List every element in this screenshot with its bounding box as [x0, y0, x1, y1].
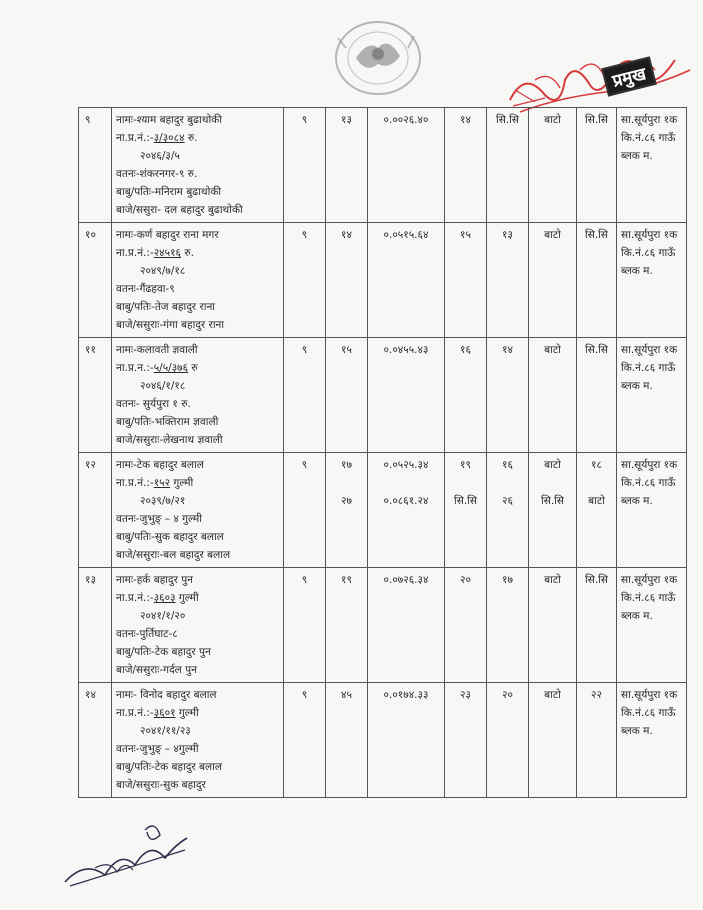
owner-details-cell [112, 568, 284, 683]
grandfather-name: बाजे/ससुराः-गंगा बहादुर राना [116, 319, 225, 331]
father-name: बाबु/पतिः-टेक बहादुर बलाल [116, 761, 222, 773]
boundary-north: बाटो [544, 459, 561, 471]
table-row [79, 568, 687, 683]
boundary-north-cell [529, 338, 577, 453]
owner-details-cell [112, 453, 284, 568]
boundary-south-cell [577, 453, 617, 568]
location-cell [617, 223, 687, 338]
boundary-north: बाटो [544, 344, 561, 356]
serial-number: ९ [85, 114, 91, 126]
citizenship-date: २०४१/१/२० [140, 610, 186, 622]
grandfather-name: बाजे/ससुराः-गर्दल पुन [116, 664, 197, 676]
residence: वतनः-जुभुङ् – ४गुल्मी [116, 743, 199, 755]
boundary-west: १४ [502, 344, 513, 356]
citizenship-district: रु [188, 362, 198, 374]
citizenship-prefix: ना.प्र.नं.:- [116, 592, 154, 604]
kitta-number: १९ [341, 574, 352, 586]
boundary-west: सि.सि [496, 114, 519, 126]
owner-name: नामः-कलावती ज्ञवाली [116, 344, 198, 356]
location-line-2: कि.नं.८६ गाऊँ [621, 132, 676, 144]
serial-number-cell [79, 338, 112, 453]
boundary-south-cell [577, 683, 617, 798]
location-line-1: सा.सूर्यपुरा १क [621, 344, 678, 356]
grandfather-name: बाजे/ससुरा- दल बहादुर बुढाथोकी [116, 204, 243, 216]
citizenship-prefix: ना.प्र.नं.:- [116, 707, 154, 719]
boundary-south-cell [577, 568, 617, 683]
table-row [79, 108, 687, 223]
location-line-2: कि.नं.८६ गाऊँ [621, 477, 676, 489]
citizenship-prefix: ना.प्र.नं.:- [116, 477, 154, 489]
citizenship-line [116, 129, 279, 147]
location-cell [617, 453, 687, 568]
boundary-north: बाटो [544, 114, 561, 126]
grandfather-name: बाजे/ससुराः-सुक बहादुर [116, 779, 206, 791]
boundary-south-cell [577, 108, 617, 223]
boundary-east: २० [460, 574, 471, 586]
ward-number: ९ [301, 344, 308, 356]
kitta-number: १५ [341, 344, 352, 356]
citizenship-district: गुल्मी [170, 477, 194, 489]
boundary-east-cell [445, 338, 487, 453]
owner-name: नामः-कर्ण बहादुर राना मगर [116, 229, 219, 241]
boundary-west: १७ [502, 574, 513, 586]
serial-number: १३ [85, 574, 96, 586]
father-name: बाबु/पतिः-भक्तिराम ज्ञवाली [116, 416, 219, 428]
boundary-south: सि.सि [585, 344, 608, 356]
land-record-table [78, 107, 687, 798]
serial-number-cell [79, 108, 112, 223]
location-line-2: कि.नं.८६ गाऊँ [621, 592, 676, 604]
kitta-number-cell [326, 683, 368, 798]
kitta-number-cell [326, 453, 368, 568]
signature-bottom-icon [55, 820, 195, 890]
boundary-north: सि.सि [541, 495, 564, 507]
boundary-north-cell [529, 223, 577, 338]
location-line-3: ब्लक म. [621, 265, 653, 277]
serial-number: १२ [85, 459, 96, 471]
area-value: ०.०५२५.३४ [383, 459, 429, 471]
boundary-north-cell [529, 568, 577, 683]
citizenship-date: २०४१/११/२३ [140, 725, 191, 737]
boundary-west: २० [502, 689, 513, 701]
boundary-south: बाटो [588, 495, 605, 507]
kitta-number: १७ [341, 459, 352, 471]
boundary-south: सि.सि [585, 229, 608, 241]
serial-number: ११ [85, 344, 96, 356]
citizenship-prefix: ना.प्र.नं.:- [116, 247, 154, 259]
ward-cell [284, 108, 326, 223]
boundary-east-cell [445, 568, 487, 683]
residence: वतनः- सुर्यपुरा १ रु. [116, 398, 191, 410]
boundary-south-cell [577, 223, 617, 338]
table-body [79, 108, 687, 798]
citizenship-date: २०४९/७/१८ [140, 265, 186, 277]
boundary-north-cell [529, 683, 577, 798]
area-value-cell [368, 108, 445, 223]
boundary-east-cell [445, 453, 487, 568]
serial-number-cell [79, 568, 112, 683]
location-line-2: कि.नं.८६ गाऊँ [621, 247, 676, 259]
table-row [79, 338, 687, 453]
location-line-3: ब्लक म. [621, 150, 653, 162]
area-value: ०.००२६.४० [383, 114, 429, 126]
area-value-cell [368, 568, 445, 683]
citizenship-number: ३६०३ [153, 592, 176, 604]
office-seal-icon [318, 18, 438, 104]
location-line-2: कि.नं.८६ गाऊँ [621, 362, 676, 374]
citizenship-line [116, 589, 279, 607]
boundary-east: २३ [460, 689, 471, 701]
boundary-west-cell [487, 568, 529, 683]
location-line-2: कि.नं.८६ गाऊँ [621, 707, 676, 719]
boundary-west-cell [487, 683, 529, 798]
father-name: बाबु/पतिः-टेक बहादुर पुन [116, 646, 211, 658]
boundary-north: बाटो [544, 229, 561, 241]
serial-number: १४ [85, 689, 96, 701]
area-value-cell [368, 338, 445, 453]
boundary-south: १८ [591, 459, 602, 471]
location-line-1: सा.सूर्यपुरा १क [621, 574, 678, 586]
owner-details-cell [112, 223, 284, 338]
boundary-north-cell [529, 108, 577, 223]
boundary-north: बाटो [544, 689, 561, 701]
kitta-number: १३ [341, 114, 352, 126]
boundary-east: १९ [460, 459, 471, 471]
citizenship-number: ३६०१ [153, 707, 176, 719]
boundary-east: १४ [460, 114, 471, 126]
kitta-number-cell [326, 338, 368, 453]
citizenship-number: ५/५/३७६ [153, 362, 189, 374]
boundary-south: सि.सि [585, 114, 608, 126]
grandfather-name: बाजे/ससुराः-बल बहादुर बलाल [116, 549, 231, 561]
area-value-cell [368, 223, 445, 338]
owner-name: नामः-हर्क बहादुर पुन [116, 574, 194, 586]
father-name: बाबु/पतिः-तेज बहादुर राना [116, 301, 215, 313]
citizenship-prefix: ना.प्र.न.:- [116, 362, 154, 374]
area-value: ०.०४५५.४३ [383, 344, 429, 356]
location-cell [617, 108, 687, 223]
owner-details-cell [112, 338, 284, 453]
citizenship-line [116, 474, 279, 492]
residence: वतनः-जुभुङ् – ४ गुल्मी [116, 513, 202, 525]
boundary-north-cell [529, 453, 577, 568]
kitta-number: २७ [341, 495, 352, 507]
serial-number-cell [79, 453, 112, 568]
kitta-number-cell [326, 223, 368, 338]
citizenship-district: गुल्मी [175, 592, 199, 604]
citizenship-district: रु. [184, 132, 198, 144]
ward-number: ९ [301, 459, 308, 471]
boundary-east-cell [445, 223, 487, 338]
boundary-west: १६ [502, 459, 513, 471]
kitta-number: ४५ [341, 689, 352, 701]
serial-number: १० [85, 229, 96, 241]
citizenship-number: २४५१६ [153, 247, 182, 259]
citizenship-district: रु. [181, 247, 194, 259]
area-value: ०.०८६१.२४ [383, 495, 429, 507]
grandfather-name: बाजे/ससुराः-लेखनाथ ज्ञवाली [116, 434, 223, 446]
area-value: ०.०७२६.३४ [383, 574, 429, 586]
ward-number: ९ [301, 114, 308, 126]
boundary-east-cell [445, 683, 487, 798]
citizenship-number: १५२ [153, 477, 171, 489]
father-name: बाबु/पतिः-सुक बहादुर बलाल [116, 531, 224, 543]
table-row [79, 453, 687, 568]
boundary-east: १६ [460, 344, 471, 356]
location-line-1: सा.सूर्यपुरा १क [621, 459, 678, 471]
location-line-1: सा.सूर्यपुरा १क [621, 689, 678, 701]
location-cell [617, 568, 687, 683]
area-value-cell [368, 453, 445, 568]
ward-number: ९ [301, 574, 308, 586]
owner-details-cell [112, 108, 284, 223]
citizenship-date: २०३९/७/२१ [140, 495, 186, 507]
citizenship-line [116, 244, 279, 262]
citizenship-district: गुल्मी [175, 707, 199, 719]
owner-name: नामः-श्याम बहादुर बुढाथोकी [116, 114, 222, 126]
table-row [79, 223, 687, 338]
area-value-cell [368, 683, 445, 798]
boundary-south: सि.सि [585, 574, 608, 586]
citizenship-line [116, 359, 279, 377]
boundary-east: सि.सि [454, 495, 477, 507]
location-line-3: ब्लक म. [621, 495, 653, 507]
boundary-west-cell [487, 338, 529, 453]
area-value: ०.०१७४.३३ [383, 689, 429, 701]
father-name: बाबु/पतिः-मनिराम बुढाथोकी [116, 186, 222, 198]
serial-number-cell [79, 683, 112, 798]
boundary-south-cell [577, 338, 617, 453]
ward-cell [284, 223, 326, 338]
kitta-number-cell [326, 108, 368, 223]
citizenship-line [116, 704, 279, 722]
citizenship-date: २०४६/३/५ [140, 150, 180, 162]
ward-cell [284, 338, 326, 453]
owner-name: नामः-टेक बहादुर बलाल [116, 459, 204, 471]
location-line-3: ब्लक म. [621, 725, 653, 737]
owner-name: नामः- विनोद बहादुर बलाल [116, 689, 217, 701]
location-cell [617, 683, 687, 798]
ward-cell [284, 683, 326, 798]
boundary-west: १३ [502, 229, 513, 241]
boundary-east-cell [445, 108, 487, 223]
location-line-3: ब्लक म. [621, 610, 653, 622]
location-line-3: ब्लक म. [621, 380, 653, 392]
boundary-west-cell [487, 223, 529, 338]
kitta-number: १४ [341, 229, 352, 241]
citizenship-number: ३/३०८४ [153, 132, 185, 144]
ward-cell [284, 568, 326, 683]
boundary-west-cell [487, 108, 529, 223]
residence: वतनः-शंकरनगर-९ रु. [116, 168, 198, 180]
residence: वतनः-पुर्तिघाट-८ [116, 628, 178, 640]
kitta-number-cell [326, 568, 368, 683]
location-line-1: सा.सूर्यपुरा १क [621, 114, 678, 126]
residence: वतनः-गैंढहवा-९ [116, 283, 175, 295]
location-cell [617, 338, 687, 453]
ward-number: ९ [301, 229, 308, 241]
serial-number-cell [79, 223, 112, 338]
citizenship-prefix: ना.प्र.नं.:- [116, 132, 154, 144]
ward-cell [284, 453, 326, 568]
area-value: ०.०५१५.६४ [383, 229, 429, 241]
boundary-west: २६ [502, 495, 513, 507]
table-row [79, 683, 687, 798]
boundary-east: १५ [460, 229, 471, 241]
pramukh-stamp: प्रमुख [601, 56, 656, 96]
boundary-south: २२ [591, 689, 602, 701]
owner-details-cell [112, 683, 284, 798]
location-line-1: सा.सूर्यपुरा १क [621, 229, 678, 241]
boundary-west-cell [487, 453, 529, 568]
citizenship-date: २०४६/१/१८ [140, 380, 186, 392]
ward-number: ९ [301, 689, 308, 701]
boundary-north: बाटो [544, 574, 561, 586]
